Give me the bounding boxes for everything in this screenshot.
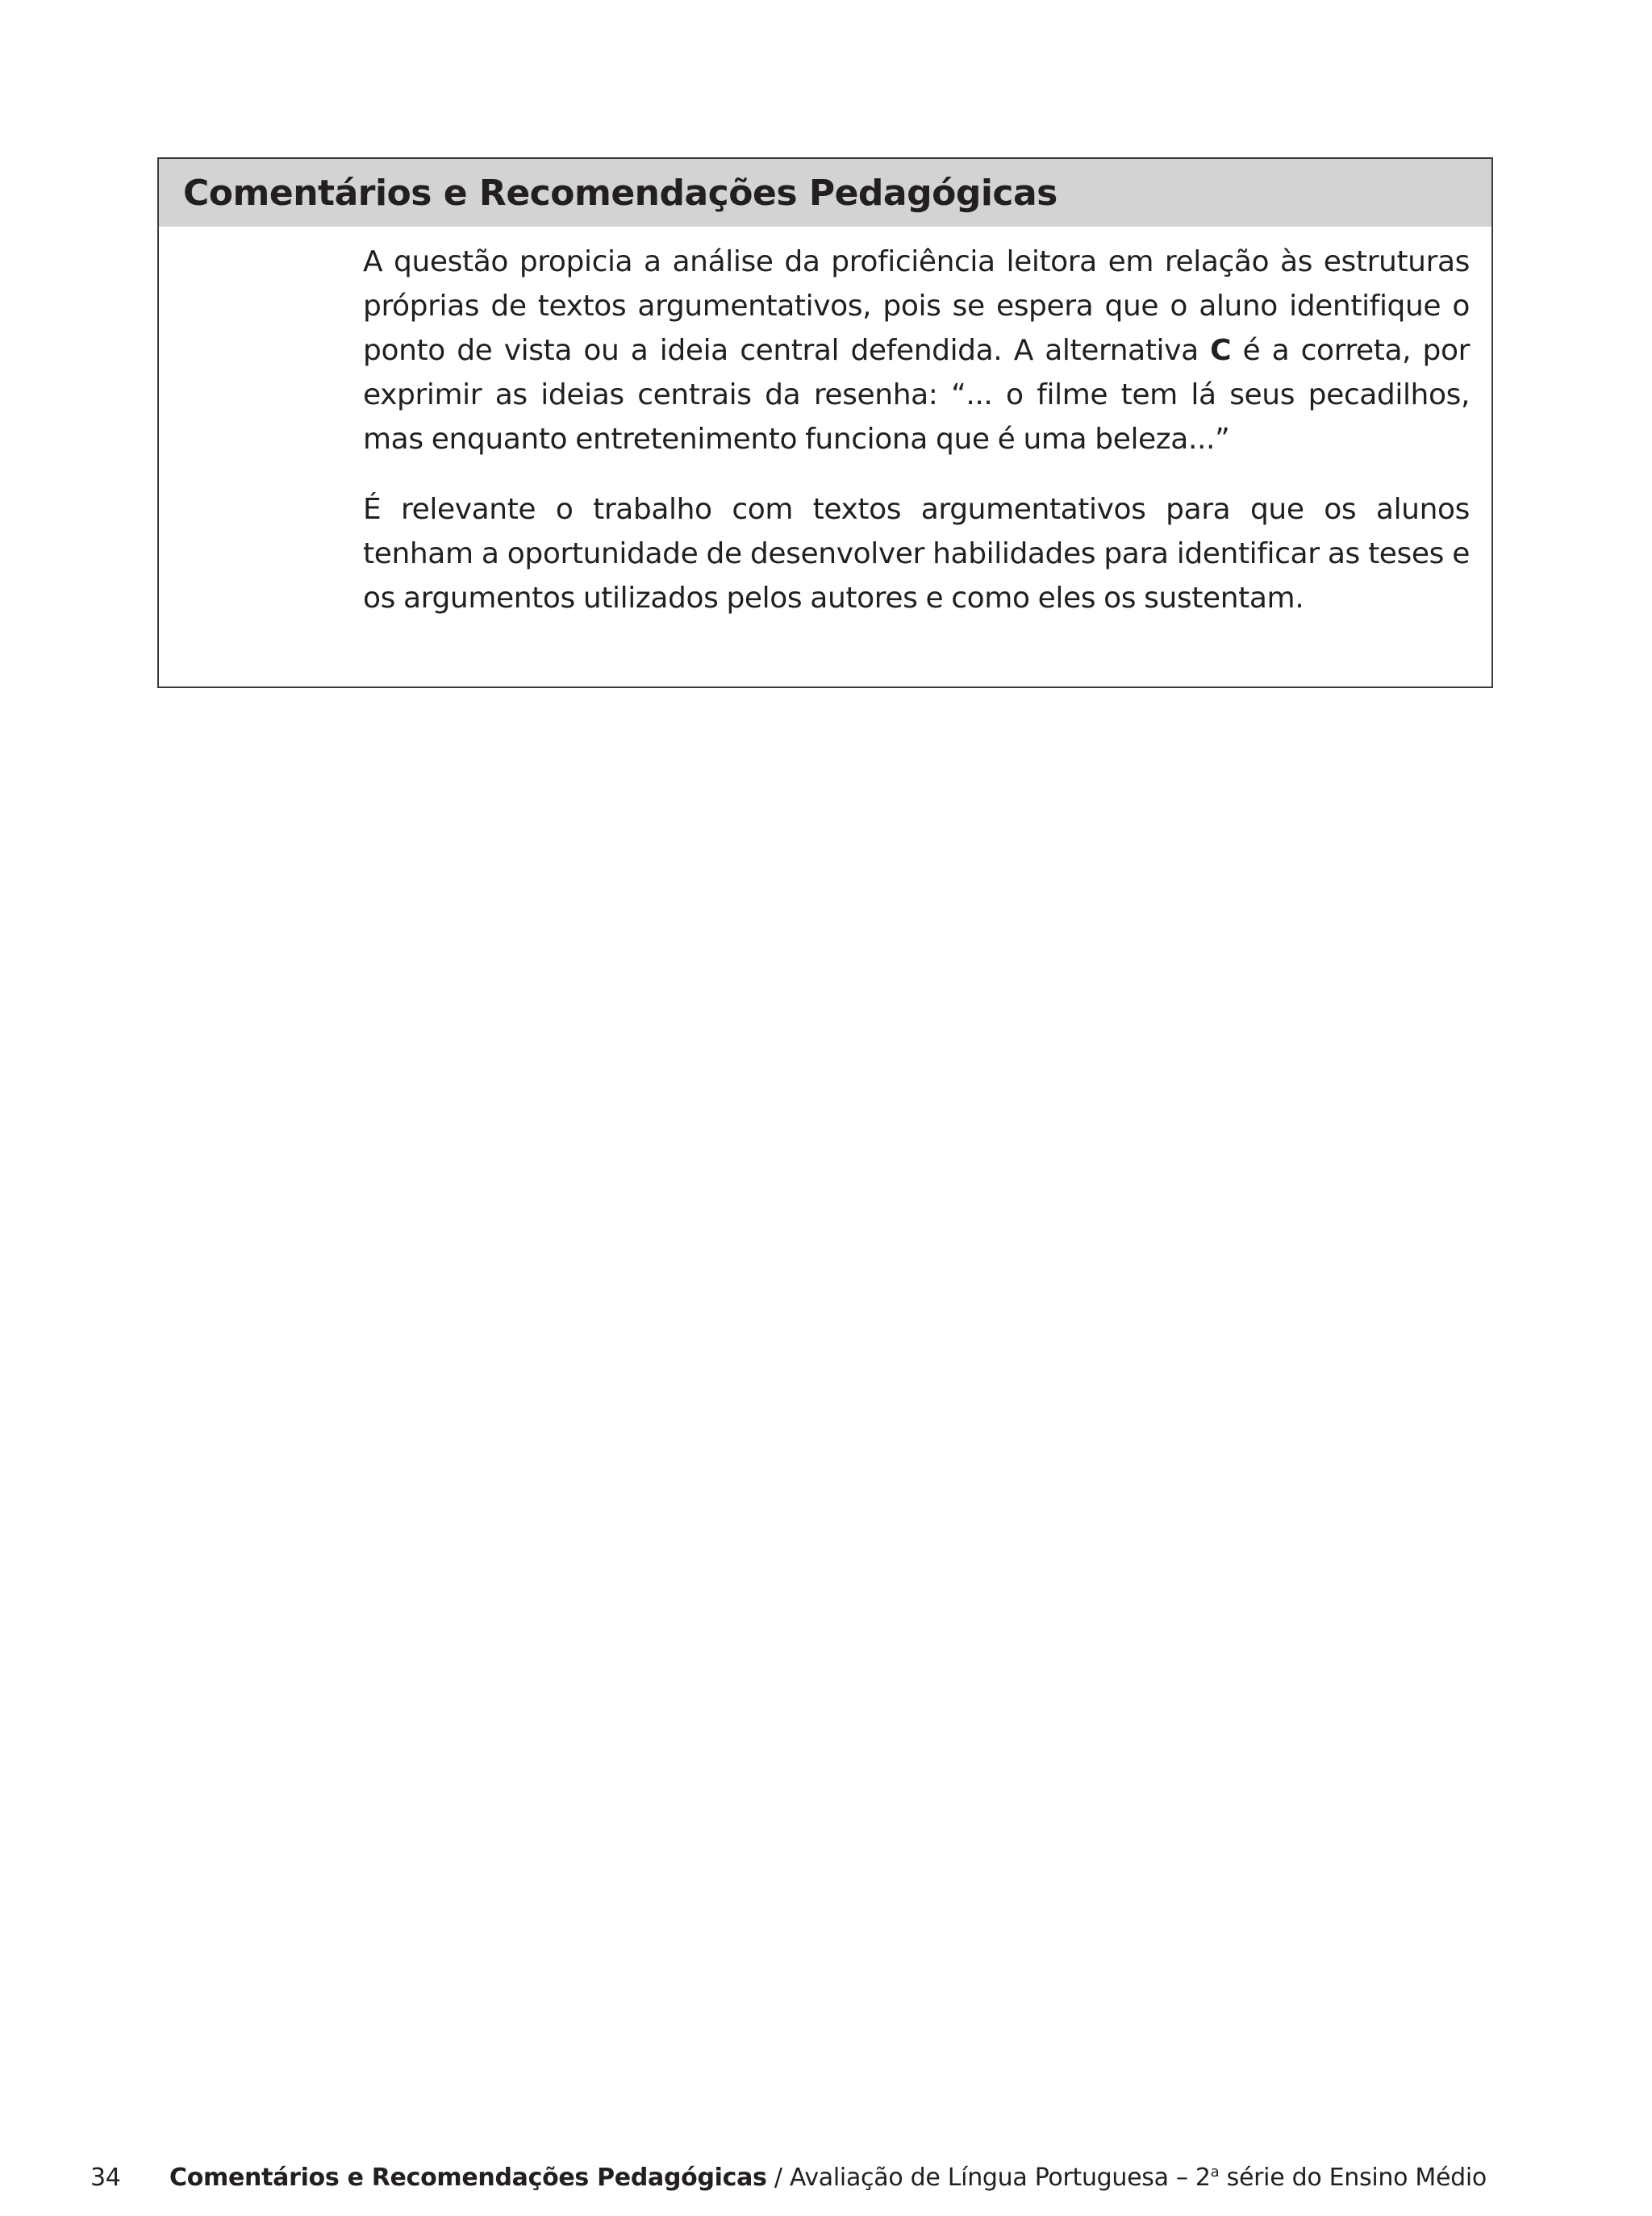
box-body	[363, 240, 1470, 646]
paragraph-1-text-a: A questão propicia a análise da proficiência leitora em relação às estruturas próprias de textos argumentativos, pois se espera que o aluno identifique o ponto de vista ou a ideia central defendida. A alternativa	[363, 245, 1470, 367]
footer-subtitle-end: série do Ensino Médio	[1219, 2164, 1487, 2192]
box-title: Comentários e Recomendações Pedagógicas	[183, 172, 1058, 214]
page-footer	[90, 2164, 1487, 2192]
paragraph-1	[363, 240, 1470, 461]
box-header	[159, 159, 1491, 227]
paragraph-1-text-b: é a correta, por exprimir as ideias centrais da resenha: “... o filme tem lá seus pecadilhos, mas enquanto entretenimento funciona que é uma beleza...”	[363, 334, 1471, 456]
recommendations-box	[157, 157, 1493, 688]
footer-superscript: a	[1210, 2164, 1220, 2181]
footer-subtitle: / Avaliação de Língua Portuguesa – 2	[766, 2164, 1211, 2192]
page-number: 34	[90, 2164, 121, 2192]
answer-letter: C	[1210, 334, 1232, 367]
paragraph-2: É relevante o trabalho com textos argumentativos para que os alunos tenham a oportunidade de desenvolver habilidades para identificar as teses e os argumentos utilizados pelos autores e como eles os sustentam.	[363, 493, 1470, 615]
footer-title: Comentários e Recomendações Pedagógicas	[169, 2164, 767, 2192]
